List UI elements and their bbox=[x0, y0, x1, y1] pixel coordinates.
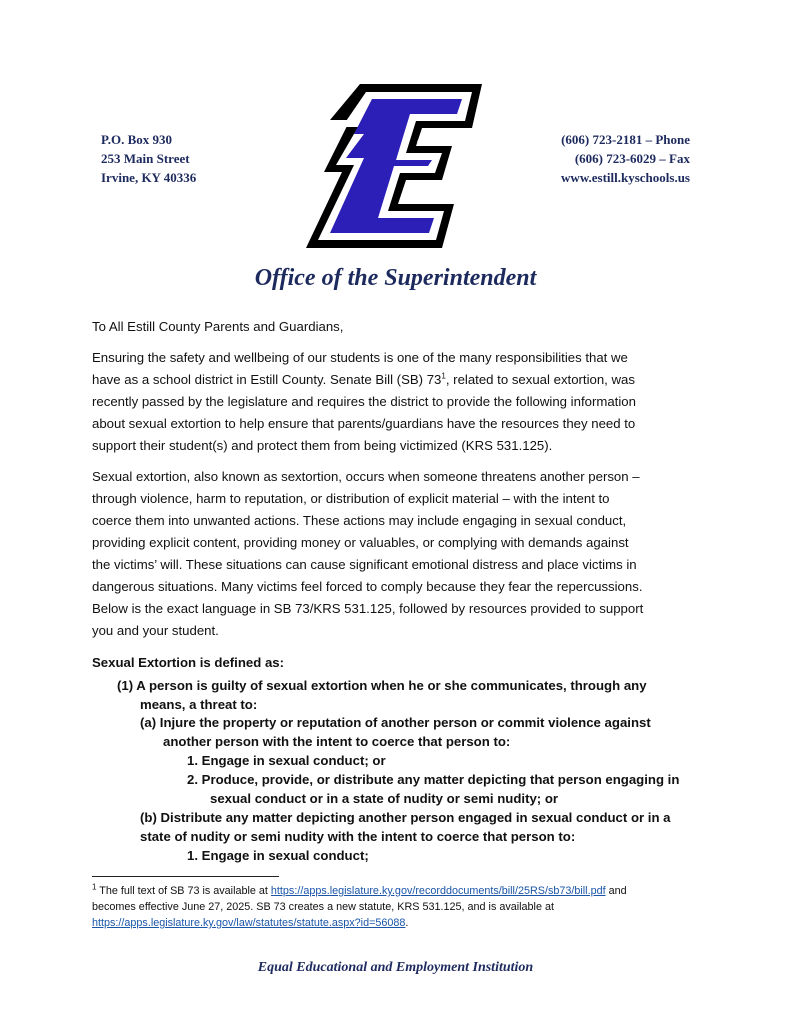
paragraph-line: recently passed by the legislature and requires the district to provide the following information bbox=[92, 394, 636, 409]
definition-item: (a) Injure the property or reputation of another person or commit violence against bbox=[140, 715, 651, 730]
paragraph-line: support their student(s) and protect them from being victimized (KRS 531.125). bbox=[92, 438, 553, 453]
address-line: P.O. Box 930 bbox=[101, 132, 173, 147]
footnote-text: . bbox=[405, 917, 409, 929]
footnote-divider bbox=[92, 876, 279, 877]
definition-item: (b) Distribute any matter depicting another person engaged in sexual conduct or in a bbox=[140, 810, 671, 825]
paragraph-line: Sexual extortion, also known as sextortion, occurs when someone threatens another person – bbox=[92, 469, 640, 484]
definition-item: sexual conduct or in a state of nudity or semi nudity; or bbox=[210, 791, 559, 806]
footnote-text: and bbox=[605, 885, 627, 897]
paragraph-line: coerce them into unwanted actions. These actions may include engaging in sexual conduct, bbox=[92, 513, 627, 528]
footnote-ref[interactable]: 1 bbox=[441, 371, 446, 381]
paragraph-line-text: have as a school district in Estill County. Senate Bill (SB) 73 bbox=[92, 372, 442, 387]
definition-item: 1. Engage in sexual conduct; or bbox=[187, 753, 386, 768]
paragraph-line: Ensuring the safety and wellbeing of our students is one of the many responsibilities that we bbox=[92, 350, 628, 365]
phone-number: (606) 723-2181 – Phone bbox=[561, 132, 690, 147]
greeting bbox=[92, 316, 704, 338]
paragraph-line: the victims’ will. These situations can cause significant emotional distress and place victims in bbox=[92, 557, 637, 572]
definition-item: (1) A person is guilty of sexual extortion when he or she communicates, through any bbox=[117, 678, 647, 693]
definition-item: means, a threat to: bbox=[140, 697, 258, 712]
paragraph-intro bbox=[92, 347, 704, 457]
paragraph-line: you and your student. bbox=[92, 623, 219, 638]
paragraph-line: through violence, harm to reputation, or distribution of explicit material – with the intent to bbox=[92, 491, 610, 506]
fax-number: (606) 723-6029 – Fax bbox=[574, 151, 690, 166]
definition-item: 2. Produce, provide, or distribute any matter depicting that person engaging in bbox=[187, 772, 680, 787]
district-contact bbox=[561, 130, 690, 187]
footnote-line bbox=[92, 915, 712, 931]
definition-item: state of nudity or semi nudity with the intent to coerce that person to: bbox=[140, 829, 576, 844]
greeting-text: To All Estill County Parents and Guardians, bbox=[92, 319, 344, 334]
footer-text: Equal Educational and Employment Institution bbox=[257, 960, 534, 975]
paragraph-line: Below is the exact language in SB 73/KRS 531.125, followed by resources provided to support bbox=[92, 601, 644, 616]
address-line: 253 Main Street bbox=[101, 151, 190, 166]
website-url: www.estill.kyschools.us bbox=[561, 170, 690, 185]
paragraph-definition-intro bbox=[92, 466, 704, 642]
definition-item: 1. Engage in sexual conduct; bbox=[187, 848, 369, 863]
district-address bbox=[101, 130, 196, 187]
footnote-text: The full text of SB 73 is available at bbox=[96, 885, 271, 897]
address-line: Irvine, KY 40336 bbox=[101, 170, 197, 185]
definition-heading: Sexual Extortion is defined as: bbox=[92, 655, 284, 670]
footnote-line bbox=[92, 883, 712, 899]
paragraph-line: about sexual extortion to help ensure that parents/guardians have the resources they need to bbox=[92, 416, 636, 431]
estill-e-logo bbox=[302, 76, 488, 252]
footnote bbox=[92, 883, 712, 931]
footnote-number: 1 bbox=[92, 882, 97, 892]
paragraph-line bbox=[92, 369, 704, 391]
page-title: Office of the Superintendent bbox=[254, 265, 537, 291]
statute-link[interactable]: https://apps.legislature.ky.gov/law/statutes/statute.aspx?id=56088 bbox=[92, 917, 406, 929]
paragraph-line: dangerous situations. Many victims feel forced to comply because they fear the repercussions. bbox=[92, 579, 643, 594]
definition-item: another person with the intent to coerce that person to: bbox=[163, 734, 511, 749]
paragraph-line: providing explicit content, providing money or valuables, or complying with demands against bbox=[92, 535, 629, 550]
bill-link[interactable]: https://apps.legislature.ky.gov/recorddocuments/bill/25RS/sb73/bill.pdf bbox=[270, 885, 606, 897]
footnote-line: becomes effective June 27, 2025. SB 73 creates a new statute, KRS 531.125, and is available at bbox=[92, 901, 554, 913]
paragraph-line-tail: , related to sexual extortion, was bbox=[445, 372, 635, 387]
